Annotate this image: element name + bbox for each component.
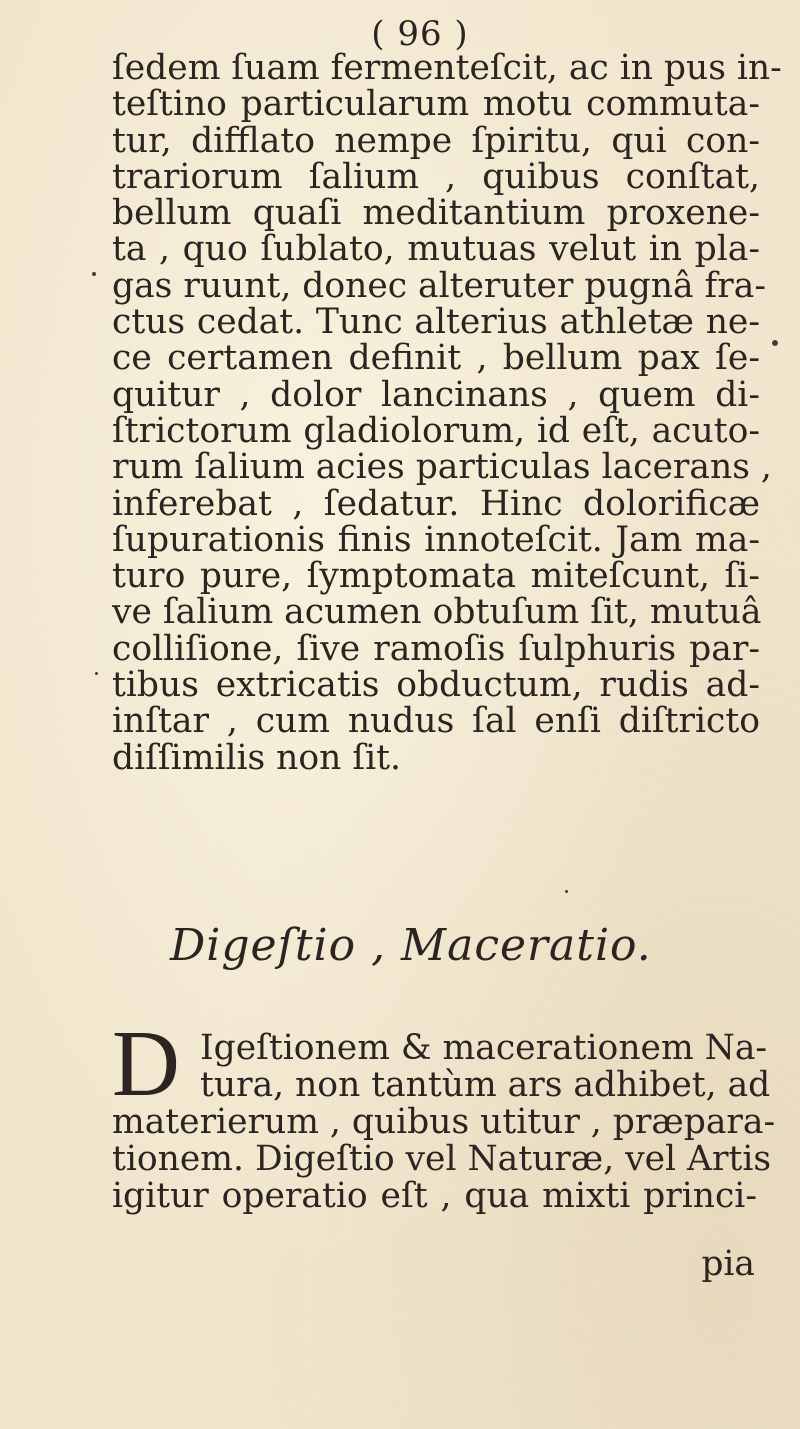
text-line: ſedem ſuam fermenteſcit, ac in pus in- bbox=[112, 48, 782, 88]
ink-speck bbox=[565, 890, 568, 893]
ink-speck bbox=[95, 672, 98, 675]
text-line: tionem. Digeſtio vel Naturæ, vel Artis bbox=[112, 1139, 772, 1179]
text-line: ta , quo ſublato, mutuas velut in pla- bbox=[112, 229, 760, 270]
text-line: bellum quaſi meditantium proxene- bbox=[112, 193, 760, 234]
text-line: Igeſtionem & macerationem Na- bbox=[200, 1028, 768, 1068]
text-line: ſupurationis finis innoteſcit. Jam ma- bbox=[112, 519, 760, 560]
text-line: inferebat , ſedatur. Hinc dolorificæ bbox=[112, 483, 760, 524]
text-line: trariorum ſalium , quibus conſtat, bbox=[112, 156, 760, 197]
text-line: materierum , quibus utitur , præpara- bbox=[112, 1102, 776, 1142]
ink-speck bbox=[772, 340, 778, 346]
section-paragraph bbox=[112, 1028, 776, 1216]
text-line: turo pure, ſymptomata miteſcunt, ſi- bbox=[112, 556, 760, 597]
catchword: pia bbox=[701, 1244, 755, 1284]
section-heading: Digeſtio , Maceratio. bbox=[170, 920, 652, 971]
page-number: ( 96 ) bbox=[371, 14, 469, 54]
text-line: ce certamen definit , bellum pax ſe- bbox=[112, 338, 760, 379]
text-line: ctus cedat. Tunc alterius athletæ ne- bbox=[112, 302, 760, 343]
ink-speck bbox=[92, 272, 96, 276]
drop-cap: D bbox=[112, 1012, 180, 1116]
text-line: inſtar , cum nudus ſal enſi diſtricto bbox=[112, 701, 760, 742]
text-line: gas ruunt, donec alteruter pugnâ fra- bbox=[112, 265, 767, 306]
text-line: colliſione, ſive ramoſis ſulphuris par- bbox=[112, 628, 760, 669]
text-line: rum ſalium acies particulas lacerans , bbox=[112, 447, 772, 488]
paragraph bbox=[112, 48, 782, 778]
text-line: ſtrictorum gladiolorum, id eſt, acuto- bbox=[112, 410, 760, 451]
text-line: tura, non tantùm ars adhibet, ad bbox=[200, 1065, 771, 1105]
text-line: diſſimilis non ſit. bbox=[112, 737, 401, 778]
text-line: igitur operatio eſt , qua mixti princi- bbox=[112, 1176, 757, 1216]
text-line: tur, difflato nempe ſpiritu, qui con- bbox=[112, 120, 760, 161]
text-line: quitur , dolor lancinans , quem di- bbox=[112, 374, 760, 415]
text-line: ve ſalium acumen obtuſum ſit, mutuâ bbox=[112, 592, 762, 633]
text-line: tibus extricatis obductum, rudis ad- bbox=[112, 665, 760, 706]
text-line: teſtino particularum motu commuta- bbox=[112, 84, 760, 125]
